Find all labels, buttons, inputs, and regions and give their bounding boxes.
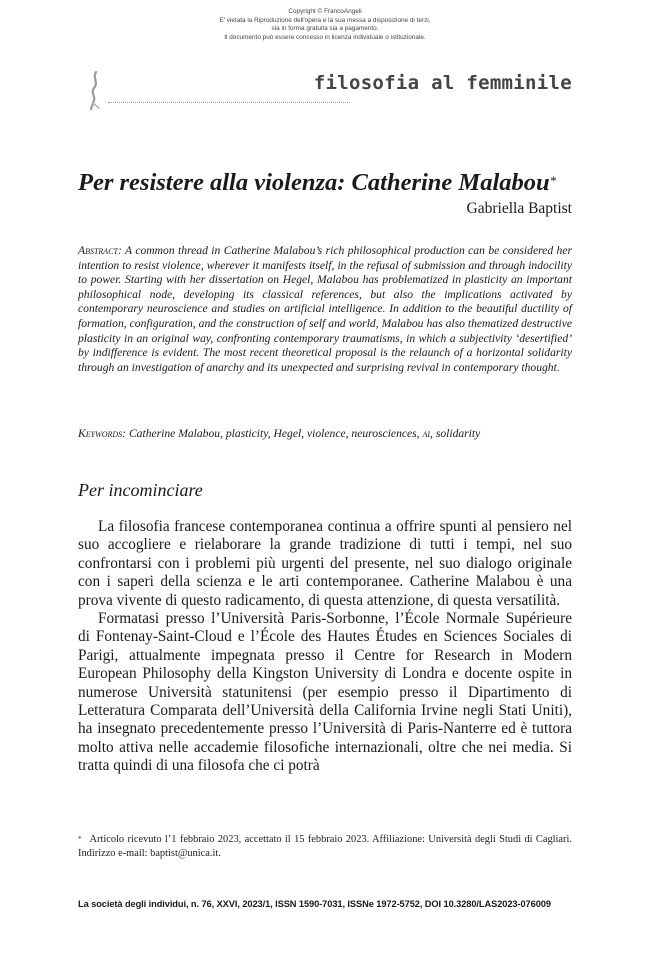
abstract: [78, 244, 572, 375]
keywords-tail: , solidarity: [430, 427, 481, 440]
section-heading: Per incominciare: [78, 480, 203, 500]
body-text: [78, 518, 572, 776]
footnote-text: Articolo ricevuto l’1 febbraio 2023, accettato il 15 febbraio 2023. Affiliazione: Università degli Studi di Cagliari. Indirizzo e-mail: baptist@unica.it.: [78, 834, 572, 859]
journal-citation: La società degli individui, n. 76, XXVI, 2023/1, ISSN 1590-7031, ISSNe 1972-5752, DOI 10.3280/LAS2023-076009: [78, 899, 551, 909]
keywords: [78, 427, 572, 442]
abstract-label: Abstract:: [78, 244, 122, 257]
abstract-text: A common thread in Catherine Malabou’s rich philosophical production can be considered her intention to resist violence, wherever it manifests itself, in the refusal of submission and through indocility to power. Starting with her dissertation on Hegel, Malabou has problematized in plasticity an important philosophical node, developing its classical references, but also the implications activated by contemporary neuroscience and studies on artificial intelligence. In addition to the beautiful ductility of formation, configuration, and the construction of self and world, Malabou has also thematized destructive plasticity in an original way, confronting contemporary traumatisms, in which a subjectivity ‘desertified’ by indifference is evident. The most recent theoretical proposal is the relaunch of a horizontal solidarity through an investigation of anarchy and its unexpected and surprising revival in contemporary thought.: [78, 244, 572, 374]
copyright-line: Il documento può essere concesso in licenza individuale o istituzionale.: [224, 33, 426, 41]
header-dotted-rule: [108, 102, 350, 103]
article-title: [78, 168, 578, 198]
copyright-line: Copyright © FrancoAngeli: [288, 8, 362, 15]
keyword-ai: ai: [422, 427, 431, 440]
keywords-text: Catherine Malabou, plasticity, Hegel, violence, neurosciences,: [126, 427, 423, 440]
copyright-line: E' vietata la Riproduzione dell'opera e la sua messa a disposizione di terzi,: [219, 16, 431, 24]
body-paragraph-1: La filosofia francese contemporanea continua a offrire spunti al pensiero nel suo accogliere e rielaborare la grande tradizione di tutti i tempi, nel suo confrontarsi con i problemi più urgenti del presente, nel suo dialogo originale con i saperi della scienza e le arti contemporanee. Catherine Malabou è una prova vivente di questo radicamento, di questa attenzione, di questa versatilità.: [78, 518, 572, 609]
section-header: [84, 62, 572, 110]
article-title-text: Per resistere alla violenza: Catherine Malabou: [78, 169, 550, 196]
title-footnote-mark: *: [549, 173, 557, 188]
copyright-line: sia in forma gratuita sia a pagamento.: [271, 25, 379, 33]
footnote: [78, 833, 572, 860]
footnote-rule: [78, 822, 572, 824]
copyright-notice: [0, 8, 650, 42]
keywords-label: Keywords:: [78, 427, 127, 440]
body-paragraph-2: Formatasi presso l’Università Paris-Sorbonne, l’École Normale Supérieure di Fontenay-Saint-Cloud e l’École des Hautes Études en Sciences Sociales di Parigi, attualmente impegnata presso il Centre for Research in Modern European Philosophy della Kingston University di Londra e docente ospite in numerose Università statunitensi (per esempio presso il Dipartimento di Letteratura Comparata dell’Università della California Irvine negli Stati Uniti), ha insegnato precedentemente presso l’Università di Paris-Nanterre ed è tuttora molto attiva nelle accademie filosofiche internazionali, oltre che nei media. Si tratta quindi di una filosofa che ci potrà: [78, 610, 572, 775]
feather-mark-icon: [84, 70, 106, 110]
author-name: Gabriella Baptist: [466, 200, 572, 217]
footnote-mark: *: [78, 835, 82, 843]
section-title: filosofia al femminile: [313, 72, 572, 94]
